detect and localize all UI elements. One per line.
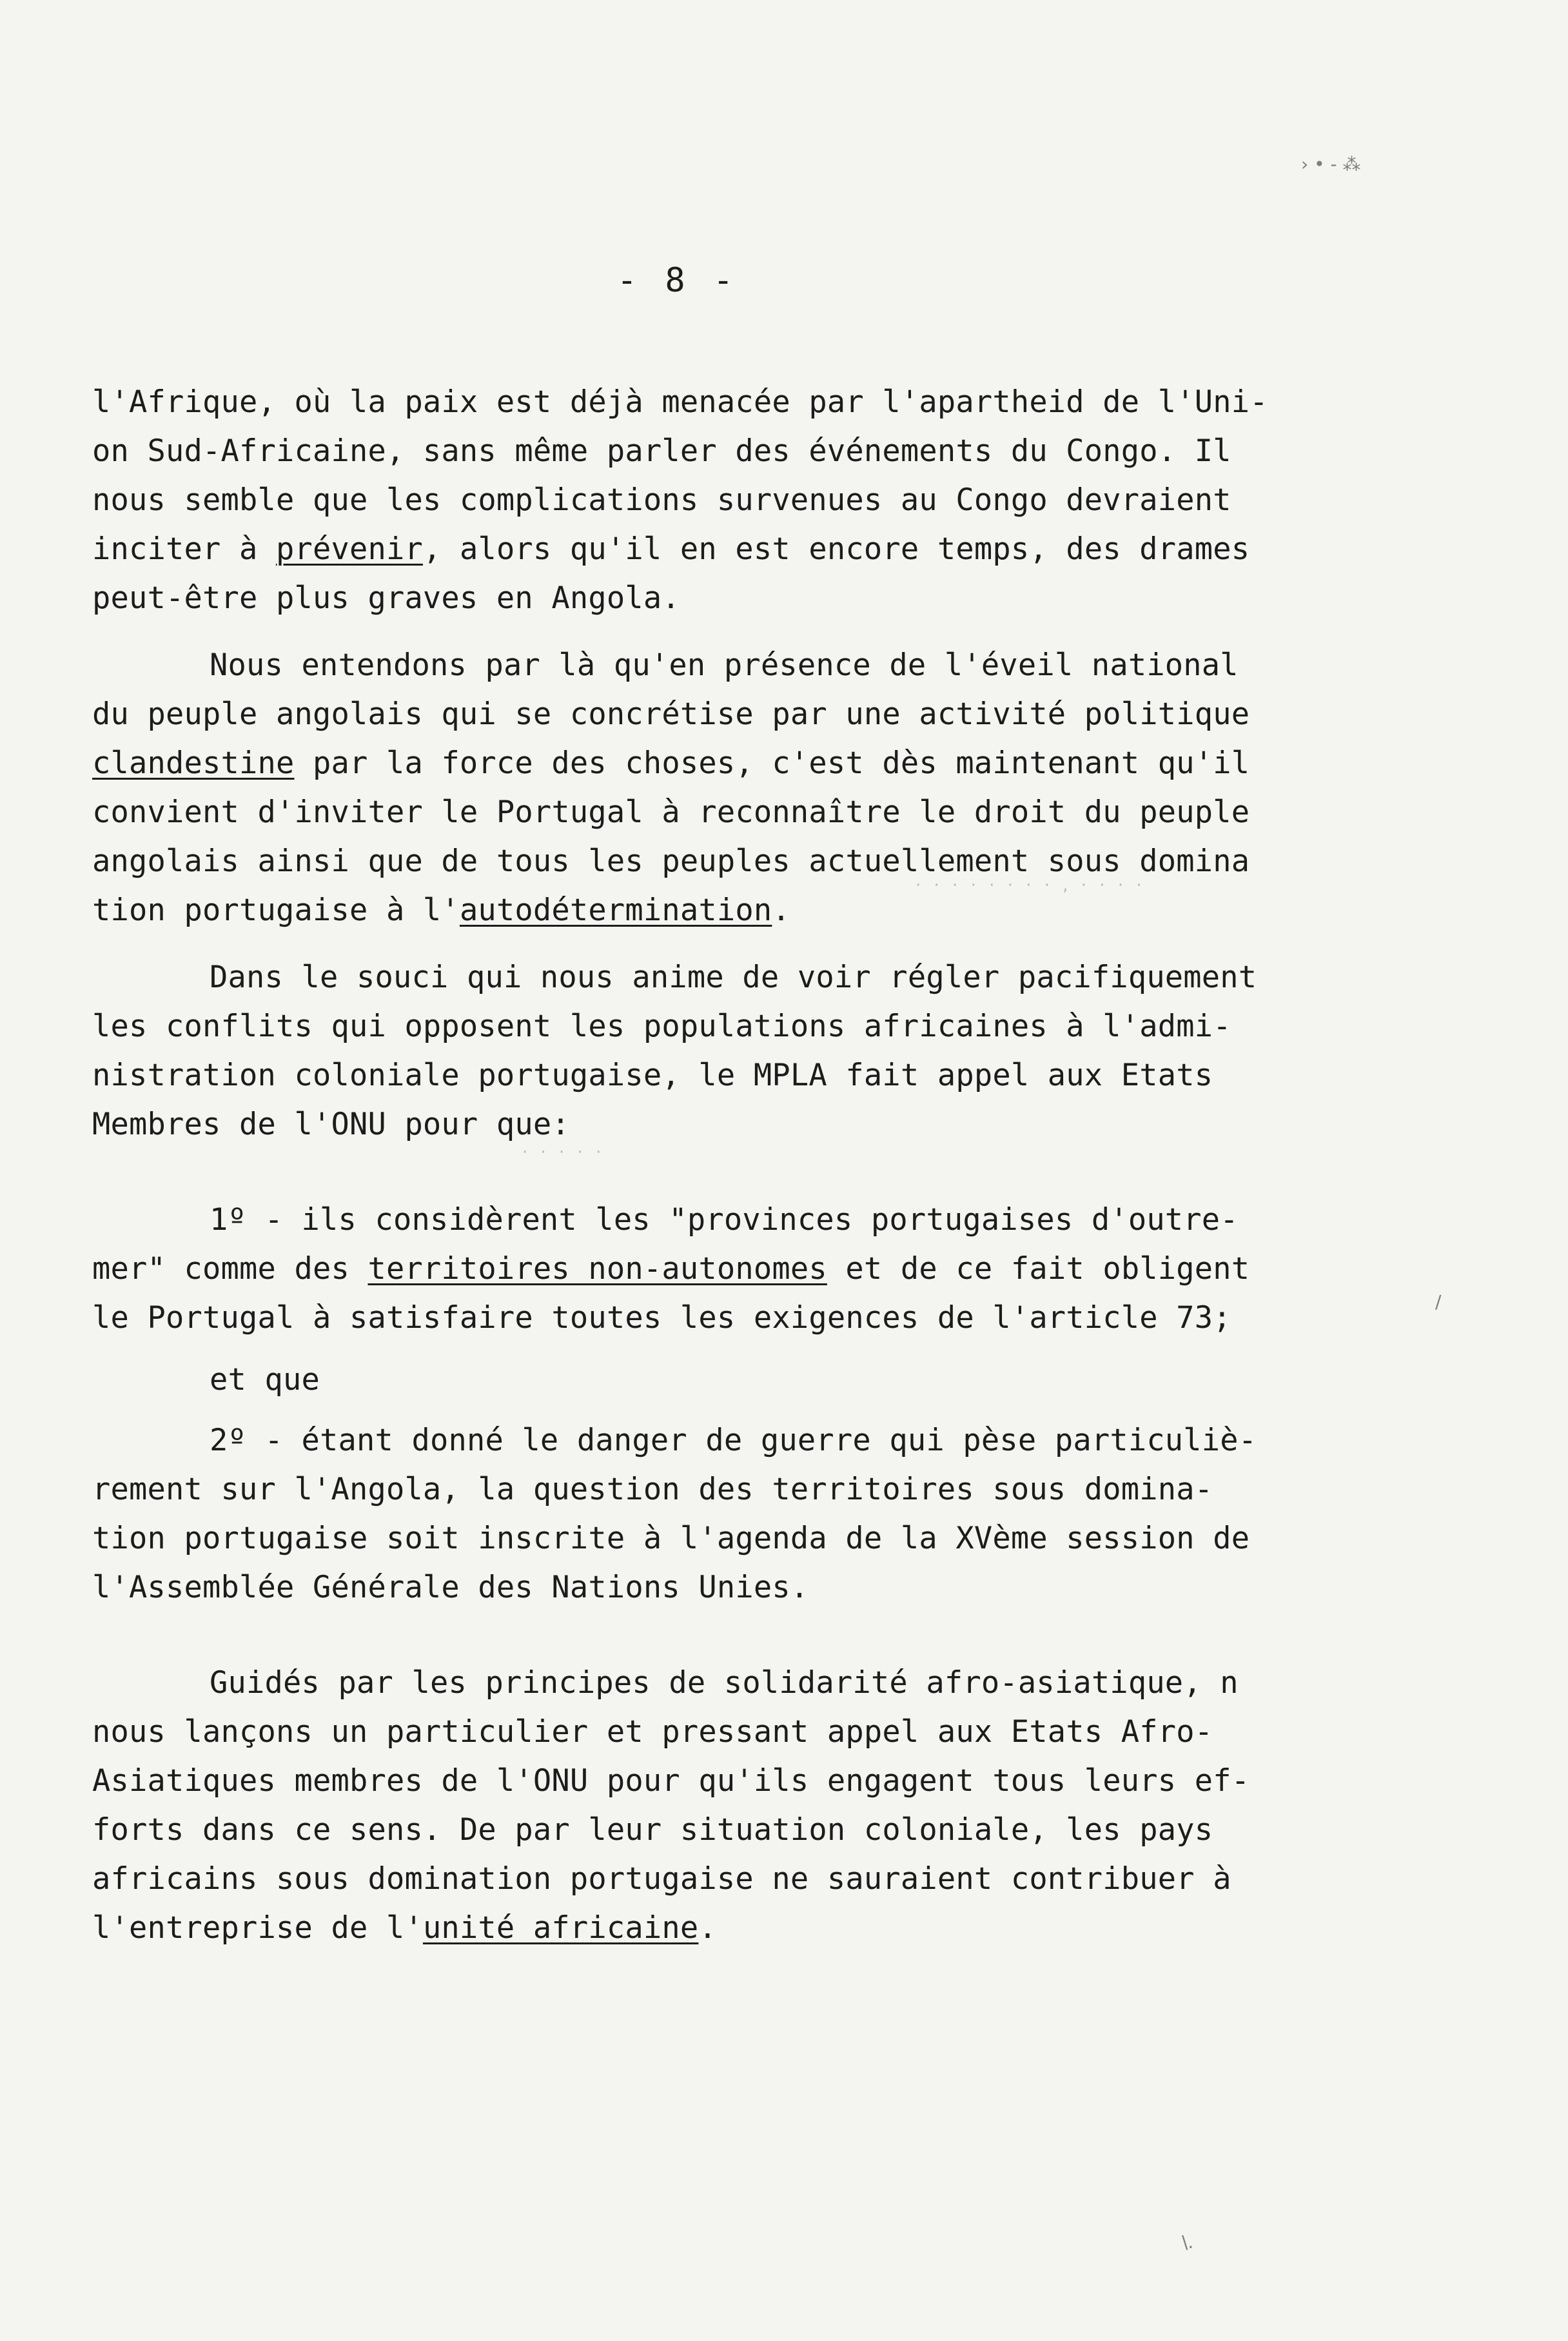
- text-span: l'entreprise de l': [92, 1910, 423, 1946]
- text-line: [92, 891, 1349, 930]
- underlined-text: territoires non-autonomes: [368, 1251, 827, 1287]
- text-span: .: [772, 893, 790, 928]
- text-span: 2º - étant donné le danger de guerre qui pèse particuliè-: [210, 1423, 1257, 1458]
- underlined-text: unité africaine: [422, 1910, 699, 1946]
- text-line: [92, 383, 1349, 422]
- text-span: et que: [210, 1362, 320, 1398]
- text-span: Nous entendons par là qu'en présence de l'éveil national: [210, 647, 1239, 683]
- text-span: du peuple angolais qui se concrétise par une activité politique: [92, 696, 1250, 732]
- text-line: [92, 1762, 1349, 1801]
- text-line: [92, 1860, 1349, 1899]
- text-line: [92, 1299, 1349, 1338]
- text-line: [92, 842, 1349, 881]
- text-line: [210, 1361, 1467, 1399]
- text-span: nous lançons un particulier et pressant appel aux Etats Afro-: [92, 1714, 1213, 1750]
- text-span: et de ce fait obligent: [827, 1251, 1250, 1287]
- text-span: forts dans ce sens. De par leur situation coloniale, les pays: [92, 1812, 1213, 1848]
- text-line: [210, 646, 1467, 685]
- text-line: [92, 1470, 1349, 1509]
- text-line: [92, 1568, 1349, 1607]
- text-span: , alors qu'il en est encore temps, des drames: [422, 531, 1250, 567]
- text-line: [92, 1250, 1349, 1289]
- text-line: [92, 1811, 1349, 1850]
- text-span: nistration coloniale portugaise, le MPLA fait appel aux Etats: [92, 1058, 1213, 1093]
- text-span: Dans le souci qui nous anime de voir régler pacifiquement: [210, 960, 1257, 995]
- text-span: 1º - ils considèrent les "provinces portugaises d'outre-: [210, 1202, 1239, 1238]
- text-span: convient d'inviter le Portugal à reconnaître le droit du peuple: [92, 795, 1250, 830]
- top-right-marks: › • - ⁂: [1301, 153, 1361, 175]
- text-span: Asiatiques membres de l'ONU pour qu'ils engagent tous leurs ef-: [92, 1763, 1250, 1799]
- text-span: le Portugal à satisfaire toutes les exigences de l'article 73;: [92, 1300, 1231, 1336]
- text-span: on Sud-Africaine, sans même parler des événements du Congo. Il: [92, 433, 1231, 469]
- text-line: [92, 530, 1349, 569]
- text-line: [92, 1909, 1349, 1948]
- text-span: par la force des choses, c'est dès maintenant qu'il: [294, 746, 1250, 781]
- text-line: [210, 958, 1467, 997]
- underlined-text: clandestine: [92, 746, 295, 781]
- text-line: [210, 1664, 1467, 1703]
- underlined-text: autodétermination: [459, 893, 772, 928]
- underlined-text: prévenir: [275, 531, 423, 567]
- page-number: - 8 -: [616, 261, 738, 300]
- text-span: inciter à: [92, 531, 276, 567]
- text-span: africains sous domination portugaise ne sauraient contribuer à: [92, 1861, 1231, 1897]
- text-span: nous semble que les complications survenues au Congo devraient: [92, 482, 1231, 518]
- text-span: tion portugaise soit inscrite à l'agenda de la XVème session de: [92, 1521, 1250, 1556]
- bleed-through-text: · · · · · · · · , · · · ·: [916, 876, 1146, 895]
- text-line: [92, 1105, 1349, 1144]
- text-line: [92, 695, 1349, 734]
- text-span: mer" comme des: [92, 1251, 368, 1287]
- text-line: [210, 1421, 1467, 1460]
- text-span: l'Assemblée Générale des Nations Unies.: [92, 1570, 809, 1605]
- text-line: [92, 1713, 1349, 1752]
- text-span: l'Afrique, où la paix est déjà menacée par l'apartheid de l'Uni-: [92, 384, 1268, 420]
- text-span: .: [698, 1910, 717, 1946]
- bottom-mark: \.: [1182, 2231, 1194, 2253]
- text-span: peut-être plus graves en Angola.: [92, 580, 680, 616]
- text-line: [92, 432, 1349, 471]
- text-line: [210, 1201, 1467, 1240]
- text-line: [92, 1056, 1349, 1095]
- bleed-through-text-2: · · · · ·: [522, 1143, 605, 1162]
- text-line: [92, 744, 1349, 783]
- right-edge-mark: /: [1435, 1291, 1442, 1312]
- text-span: Guidés par les principes de solidarité afro-asiatique, n: [210, 1665, 1239, 1701]
- text-line: [92, 1519, 1349, 1558]
- text-line: [92, 481, 1349, 520]
- text-line: [92, 793, 1349, 832]
- text-span: rement sur l'Angola, la question des territoires sous domina-: [92, 1472, 1213, 1507]
- text-span: angolais ainsi que de tous les peuples actuellement sous domina: [92, 844, 1250, 879]
- text-span: tion portugaise à l': [92, 893, 460, 928]
- text-line: [92, 1007, 1349, 1046]
- text-span: Membres de l'ONU pour que:: [92, 1107, 570, 1142]
- text-line: [92, 579, 1349, 618]
- text-span: les conflits qui opposent les populations africaines à l'admi-: [92, 1009, 1231, 1044]
